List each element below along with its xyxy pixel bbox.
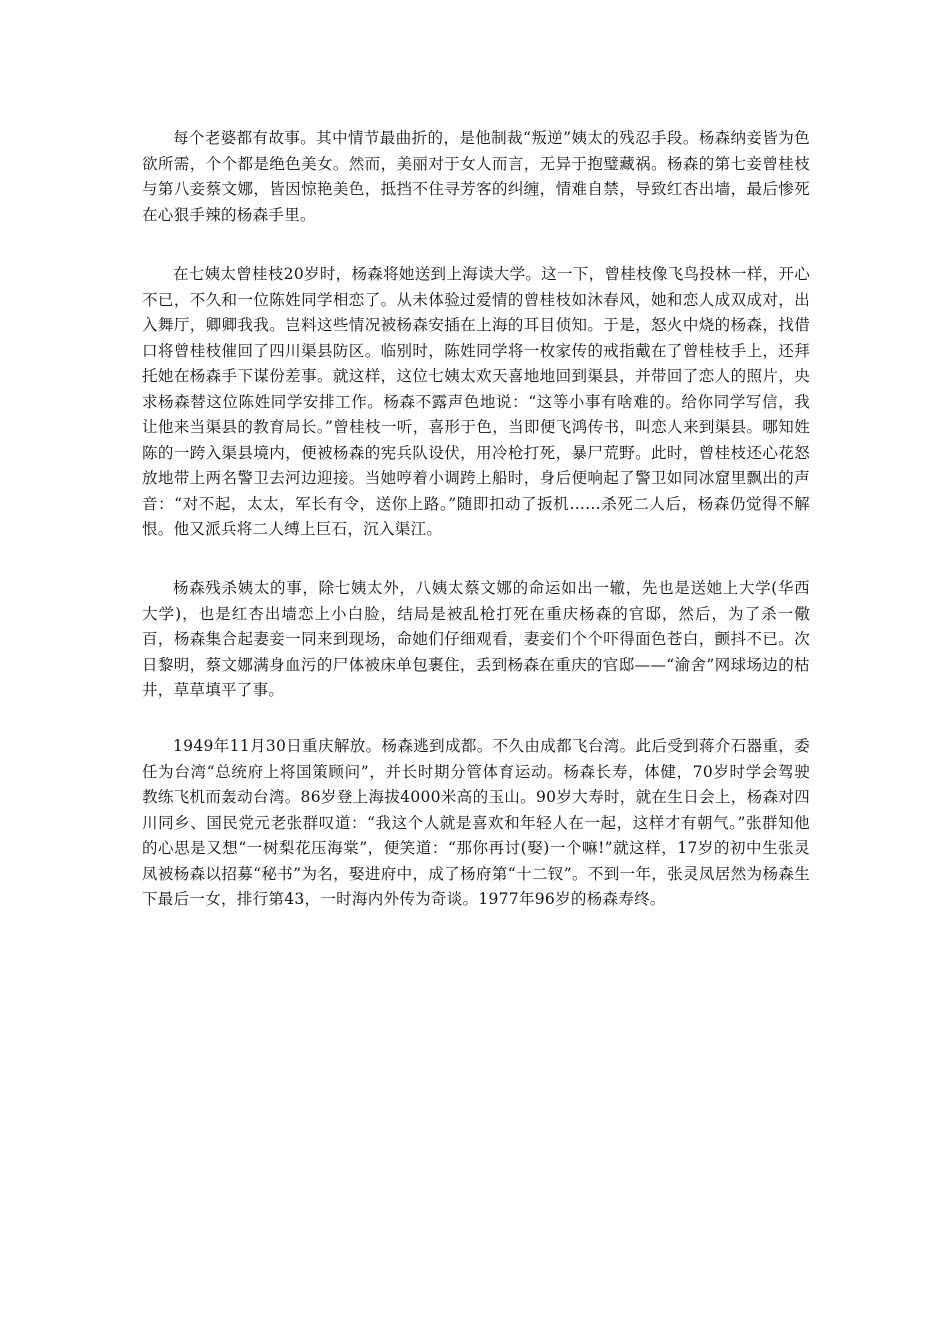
paragraph-seventh-concubine [142, 262, 810, 543]
paragraph-eighth-concubine [142, 576, 810, 704]
paragraph-text: 杨森残杀姨太的事，除七姨太外，八姨太蔡文娜的命运如出一辙，先也是送她上大学(华西大学)，也是红杏出墙恋上小白脸，结局是被乱枪打死在重庆杨森的官邸，然后，为了杀一儆百，杨森集合起妻妾一同来到现场，命她们仔细观看，妻妾们个个吓得面色苍白，颤抖不已。次日黎明，蔡文娜满身血污的尸体被床单包裹住，丢到杨森在重庆的官邸——“渝舍”网球场边的枯井，草草填平了事。 [142, 579, 810, 699]
paragraph-text: 在七姨太曾桂枝20岁时，杨森将她送到上海读大学。这一下，曾桂枝像飞鸟投林一样，开心不已，不久和一位陈姓同学相恋了。从未体验过爱情的曾桂枝如沐春风，她和恋人成双成对，出入舞厅，卿卿我我。岂料这些情况被杨森安插在上海的耳目侦知。于是，怒火中烧的杨森，找借口将曾桂枝催回了四川渠县防区。临别时，陈姓同学将一枚家传的戒指戴在了曾桂枝手上，还拜托她在杨森手下谋份差事。就这样，这位七姨太欢天喜地地回到渠县，并带回了恋人的照片，央求杨森替这位陈姓同学安排工作。杨森不露声色地说：“这等小事有啥难的。给你同学写信，我让他来当渠县的教育局长。”曾桂枝一听，喜形于色，当即便飞鸿传书，叫恋人来到渠县。哪知姓陈的一跨入渠县境内，便被杨森的宪兵队设伏，用冷枪打死，暴尸荒野。此时，曾桂枝还心花怒放地带上两名警卫去河边迎接。当她哼着小调跨上船时，身后便响起了警卫如同冰窟里飘出的声音：“对不起，太太，军长有令，送你上路。”随即扣动了扳机……杀死二人后，杨森仍觉得不解恨。他又派兵将二人缚上巨石，沉入渠江。 [142, 265, 810, 538]
paragraph-text: 每个老婆都有故事。其中情节最曲折的，是他制裁“叛逆”姨太的残忍手段。杨森纳妾皆为色欲所需，个个都是绝色美女。然而，美丽对于女人而言，无异于抱璧藏祸。杨森的第七妾曾桂枝与第八妾蔡文娜，皆因惊艳美色，抵挡不住寻芳客的纠缠，情难自禁，导致红杏出墙，最后惨死在心狠手辣的杨森手里。 [142, 129, 810, 224]
paragraph-later-life [142, 734, 810, 913]
paragraph-concubines-stories [142, 126, 810, 228]
paragraph-text: 1949年11月30日重庆解放。杨森逃到成都。不久由成都飞台湾。此后受到蒋介石器重，委任为台湾“总统府上将国策顾问”，并长时期分管体育运动。杨森长寿，体健，70岁时学会驾驶教练飞机而轰动台湾。86岁登上海拔4000米高的玉山。90岁大寿时，就在生日会上，杨森对四川同乡、国民党元老张群叹道：“我这个人就是喜欢和年轻人在一起，这样才有朝气。”张群知他的心思是又想“一树梨花压海棠”，便笑道：“那你再讨(娶)一个嘛!”就这样，17岁的初中生张灵凤被杨森以招募“秘书”为名，娶进府中，成了杨府第“十二钗”。不到一年，张灵凤居然为杨森生下最后一女，排行第43，一时海内外传为奇谈。1977年96岁的杨森寿终。 [142, 737, 810, 908]
